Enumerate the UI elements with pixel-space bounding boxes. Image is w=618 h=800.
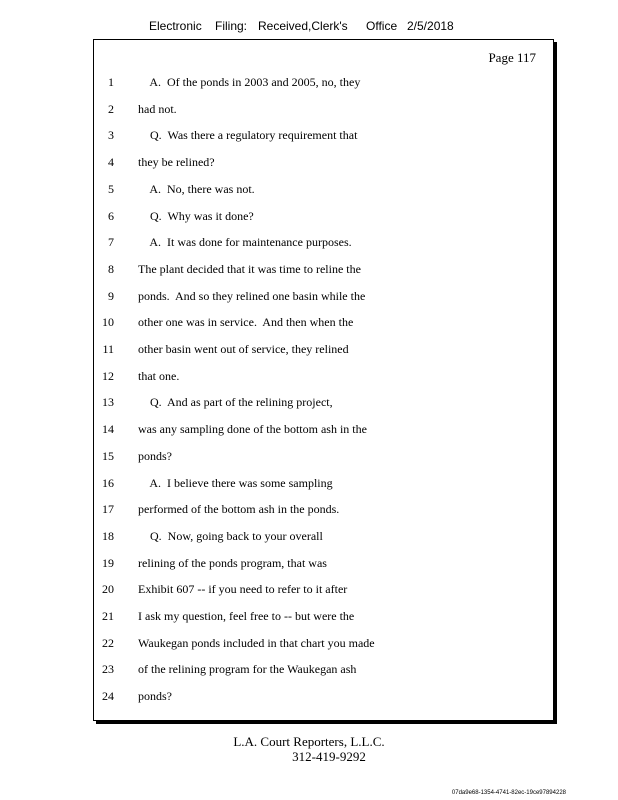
transcript-line: they be relined? [138, 155, 215, 169]
transcript-line: I ask my question, feel free to -- but were the [138, 609, 355, 623]
transcript-line: ponds? [138, 449, 172, 463]
header-electronic: Electronic [149, 19, 202, 33]
line-number: 21 [102, 609, 114, 623]
line-number: 1 [108, 75, 114, 89]
transcript-line: The plant decided that it was time to reline the [138, 262, 361, 276]
line-number: 8 [108, 262, 114, 276]
line-number: 15 [102, 449, 114, 463]
transcript-line: other one was in service. And then when the [138, 315, 354, 329]
line-number: 2 [108, 102, 114, 116]
transcript-line: Q. And as part of the relining project, [138, 395, 333, 409]
line-number: 24 [102, 689, 114, 703]
document-id: 07da9e68-1354-4741-82ec-19ce97894228 [451, 790, 566, 796]
transcript-line: A. Of the ponds in 2003 and 2005, no, they [138, 75, 361, 89]
transcript-line: ponds. And so they relined one basin while the [138, 289, 366, 303]
transcript-line: had not. [138, 102, 177, 116]
transcript-line: Q. Why was it done? [138, 209, 254, 223]
line-number: 3 [108, 128, 114, 142]
line-number: 9 [108, 289, 114, 303]
transcript-line: A. I believe there was some sampling [138, 476, 333, 490]
header-office: Office [366, 19, 398, 33]
line-number: 16 [102, 476, 114, 490]
line-number: 19 [102, 556, 114, 570]
line-number: 10 [102, 315, 114, 329]
page-number: Page 117 [488, 50, 536, 65]
transcript-line: performed of the bottom ash in the ponds. [138, 502, 340, 516]
court-reporter-phone: 312-419-9292 [292, 749, 366, 764]
transcript-line: was any sampling done of the bottom ash in the [138, 422, 367, 436]
line-number: 14 [102, 422, 114, 436]
transcript-line: ponds? [138, 689, 172, 703]
transcript-line: of the relining program for the Waukegan ash [138, 662, 357, 676]
filing-header [0, 19, 618, 37]
line-number: 13 [102, 395, 114, 409]
line-number: 4 [108, 155, 114, 169]
header-filing: Filing: [215, 19, 248, 33]
transcript-line: relining of the ponds program, that was [138, 556, 327, 570]
line-number: 12 [102, 369, 114, 383]
line-number: 7 [108, 235, 114, 249]
line-number: 11 [102, 342, 114, 356]
transcript-line: Q. Was there a regulatory requirement that [138, 128, 358, 142]
line-number: 22 [102, 636, 114, 650]
line-number: 23 [102, 662, 114, 676]
line-number: 18 [102, 529, 114, 543]
transcript-line: Exhibit 607 -- if you need to refer to it after [138, 582, 348, 596]
line-number: 6 [108, 209, 114, 223]
transcript-line: Waukegan ponds included in that chart you made [138, 636, 375, 650]
line-number: 5 [108, 182, 114, 196]
transcript-line: that one. [138, 369, 180, 383]
header-received-clerks: Received,Clerk's [258, 19, 348, 33]
transcript-line: other basin went out of service, they relined [138, 342, 349, 356]
line-number: 17 [102, 502, 114, 516]
transcript-line: A. It was done for maintenance purposes. [138, 235, 352, 249]
header-date: 2/5/2018 [407, 19, 454, 33]
transcript-line: A. No, there was not. [138, 182, 255, 196]
transcript-line: Q. Now, going back to your overall [138, 529, 323, 543]
line-number: 20 [102, 582, 114, 596]
court-reporter-name: L.A. Court Reporters, L.L.C. [233, 734, 385, 749]
